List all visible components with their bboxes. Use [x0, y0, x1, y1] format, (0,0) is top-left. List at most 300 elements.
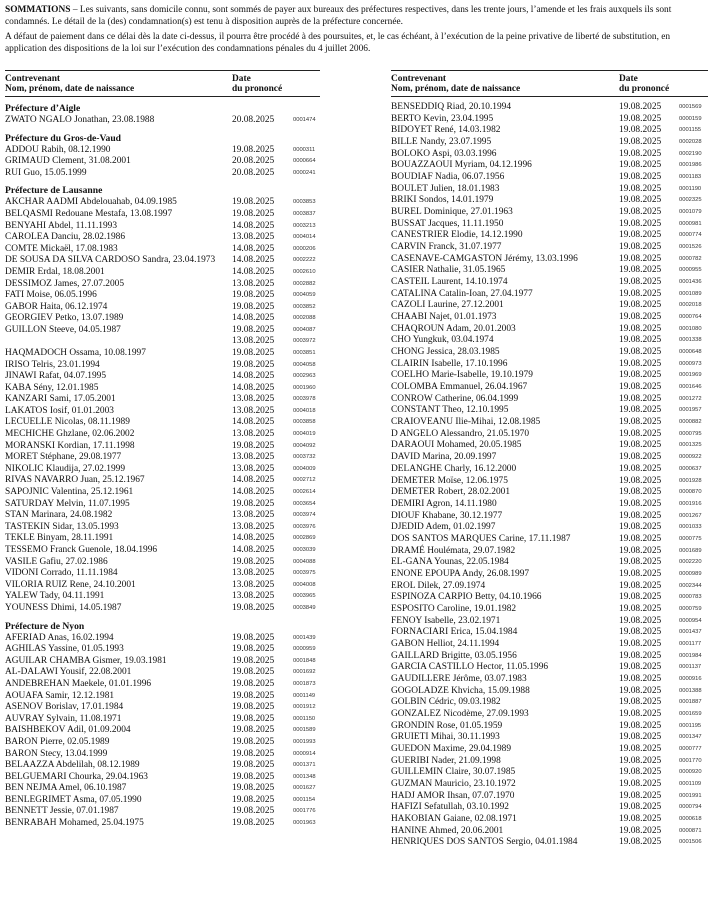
- reference-number: 0003039: [293, 547, 316, 553]
- table-row: [5, 702, 320, 714]
- reference-number: 0001439: [293, 634, 316, 641]
- reference-number: 0003732: [293, 454, 316, 461]
- judgment-date: 19.08.2025: [232, 655, 275, 666]
- reference-number: 0001776: [293, 808, 316, 815]
- judgment-date: 14.08.2025: [232, 545, 275, 555]
- reference-number: 0004018: [293, 407, 316, 414]
- reference-number: 0000922: [679, 454, 702, 461]
- offender-name: CANESTRIER Elodie, 14.12.1990: [391, 230, 523, 241]
- judgment-date: 19.08.2025: [619, 732, 662, 743]
- prefecture-heading: Préfecture de Lausanne: [5, 185, 103, 197]
- reference-number: 0001848: [293, 657, 316, 664]
- offender-name: TESSEMO Franck Guenole, 18.04.1996: [5, 545, 158, 555]
- reference-number: 0000648: [679, 349, 702, 356]
- table-row: [5, 383, 320, 395]
- table-row: [391, 744, 708, 756]
- reference-number: 0000870: [679, 489, 702, 496]
- reference-number: 0000916: [679, 675, 702, 682]
- judgment-date: 19.08.2025: [232, 347, 275, 358]
- offender-name: ESPINOZA CARPIO Betty, 04.10.1966: [391, 592, 542, 603]
- offender-name: NIKOLIC Klaudija, 27.02.1999: [5, 463, 126, 474]
- judgment-date: 19.08.2025: [619, 837, 662, 848]
- header-date-line2: du prononcé: [232, 84, 283, 94]
- offender-name: CAROLEA Danciu, 28.02.1986: [5, 232, 126, 243]
- judgment-date: 19.08.2025: [619, 172, 662, 183]
- offender-name: HAKOBIAN Gaiane, 02.08.1971: [391, 813, 517, 824]
- reference-number: 0001689: [679, 547, 702, 554]
- reference-number: 0001137: [679, 664, 702, 671]
- offender-name: LECUELLE Nicolas, 08.11.1989: [5, 417, 130, 428]
- judgment-date: 19.08.2025: [619, 673, 662, 684]
- reference-number: 0001079: [679, 209, 702, 216]
- offender-name: BARON Stecy, 13.04.1999: [5, 748, 108, 759]
- offender-name: ZWATO NGALO Jonathan, 23.08.1988: [5, 115, 155, 125]
- judgment-date: 19.08.2025: [619, 265, 662, 276]
- offender-name: DEMIR Erdal, 18.08.2001: [5, 266, 105, 277]
- offender-name: BOLOKO Aspi, 03.03.1996: [391, 148, 497, 159]
- table-row: [5, 325, 320, 348]
- table-row: [5, 656, 320, 668]
- judgment-date: 19.08.2025: [619, 218, 662, 229]
- reference-number: 0001338: [679, 337, 702, 344]
- reference-number: 0001089: [679, 290, 702, 297]
- reference-number: 0001388: [679, 687, 702, 694]
- header-date-line1: Date: [619, 74, 638, 84]
- reference-number: 0002712: [293, 477, 316, 484]
- table-row: [391, 837, 708, 849]
- judgment-date: 19.08.2025: [619, 545, 662, 556]
- reference-number: 0001272: [679, 395, 702, 402]
- offender-name: BEN NEJMA Amel, 06.10.1987: [5, 783, 127, 794]
- reference-number: 0000775: [679, 535, 702, 542]
- reference-number: 0001080: [679, 325, 702, 332]
- offender-name: BOULET Julien, 18.01.1983: [391, 183, 500, 194]
- table-row: [391, 242, 708, 254]
- table-row: [391, 604, 708, 616]
- header-offender: [5, 74, 134, 94]
- reference-number: 0000882: [679, 419, 702, 426]
- judgment-date: 19.08.2025: [619, 708, 662, 719]
- judgment-date: 19.08.2025: [619, 113, 662, 124]
- judgment-date: 19.08.2025: [232, 771, 275, 782]
- table-row: [391, 686, 708, 698]
- table-row: [391, 207, 708, 219]
- judgment-date: 19.08.2025: [619, 405, 662, 416]
- judgment-date: 19.08.2025: [619, 242, 662, 253]
- offender-name: COELHO Marie-Isabelle, 19.10.1979: [391, 370, 533, 381]
- judgment-date: 14.08.2025: [232, 255, 275, 266]
- offender-name: BAISHBEKOV Adil, 01.09.2004: [5, 725, 131, 736]
- reference-number: 0001887: [679, 699, 702, 706]
- table-row: [5, 499, 320, 511]
- judgment-date: 19.08.2025: [619, 557, 662, 568]
- table-row: [5, 603, 320, 615]
- reference-number: 0004092: [293, 442, 316, 449]
- offender-name: BERTO Kevin, 23.04.1995: [391, 113, 494, 124]
- table-row: [5, 667, 320, 679]
- judgment-date: 19.08.2025: [232, 301, 275, 312]
- header-offender-line1: Contrevenant: [391, 74, 447, 84]
- offender-name: CATALINA Catalin-Ioan, 27.04.1977: [391, 288, 533, 299]
- reference-number: 0001149: [293, 692, 316, 699]
- table-row: [5, 691, 320, 703]
- judgment-date: 19.08.2025: [619, 452, 662, 463]
- offender-name: DOS SANTOS MARQUES Carine, 17.11.1987: [391, 533, 571, 544]
- offender-name: GOLBIN Cédric, 09.03.1982: [391, 697, 501, 708]
- offender-name: CASTEIL Laurent, 14.10.1974: [391, 277, 508, 288]
- right-table-header: [391, 70, 708, 97]
- judgment-date: 13.08.2025: [232, 394, 275, 405]
- table-row: [391, 219, 708, 231]
- intro-paragraph-1: [5, 4, 707, 28]
- offender-name: MECHICHE Ghzlane, 02.06.2002: [5, 429, 135, 440]
- reference-number: 0002028: [679, 139, 702, 146]
- table-row: [391, 160, 708, 172]
- table-row: [5, 145, 320, 157]
- offender-name: AL-DALAWI Yousif, 22.08.2001: [5, 667, 132, 678]
- reference-number: 0002963: [293, 373, 316, 380]
- table-row: [391, 405, 708, 417]
- reference-number: 0001371: [293, 762, 316, 769]
- judgment-date: 19.08.2025: [232, 644, 275, 655]
- offender-name: ANDEBREHAN Maekele, 01.01.1996: [5, 678, 152, 689]
- offender-name: ASENOV Borislav, 17.01.1984: [5, 702, 124, 713]
- reference-number: 0002882: [293, 280, 316, 287]
- reference-number: 0000664: [293, 158, 316, 165]
- reference-number: 0000764: [679, 314, 702, 321]
- offender-name: AGUILAR CHAMBA Gismer, 19.03.1981: [5, 655, 167, 666]
- table-row: [5, 806, 320, 818]
- offender-name: CONROW Catherine, 06.04.1999: [391, 393, 519, 404]
- offender-name: CARVIN Franck, 31.07.1977: [391, 242, 502, 253]
- header-date: [619, 74, 669, 94]
- judgment-date: 19.08.2025: [619, 615, 662, 626]
- offender-name: GUILLEMIN Claire, 30.07.1985: [391, 767, 516, 778]
- judgment-date: 19.08.2025: [232, 702, 275, 713]
- reference-number: 0001195: [679, 722, 702, 729]
- reference-number: 0003213: [293, 222, 316, 229]
- judgment-date: 19.08.2025: [619, 790, 662, 801]
- reference-number: 0000159: [679, 115, 702, 122]
- table-row: [391, 370, 708, 382]
- offender-name: GUERIBI Nader, 21.09.1998: [391, 755, 501, 766]
- table-row: [391, 277, 708, 289]
- offender-name: BELAAZZA Abdelilah, 08.12.1989: [5, 760, 140, 771]
- reference-number: 0001993: [293, 738, 316, 745]
- reference-number: 0001969: [679, 372, 702, 379]
- table-row: [5, 783, 320, 795]
- offender-name: HAQMADOCH Ossama, 10.08.1997: [5, 347, 146, 358]
- offender-name: CLAIRIN Isabelle, 17.10.1996: [391, 358, 508, 369]
- offender-name: GEORGIEV Petko, 13.07.1989: [5, 313, 124, 324]
- prefecture-heading: Préfecture d’Aigle: [5, 103, 81, 114]
- judgment-date: 19.08.2025: [619, 627, 662, 638]
- reference-number: 0003837: [293, 210, 316, 217]
- reference-number: 0004058: [293, 361, 316, 368]
- prefecture-heading: Préfecture de Nyon: [5, 620, 85, 632]
- judgment-date: 20.08.2025: [232, 167, 275, 178]
- reference-number: 0000311: [293, 146, 316, 153]
- judgment-date: 19.08.2025: [619, 685, 662, 696]
- table-row: [391, 767, 708, 779]
- table-row: [5, 545, 320, 557]
- reference-number: 0001150: [293, 715, 316, 722]
- judgment-date: 19.08.2025: [232, 713, 275, 724]
- reference-number: 0003858: [293, 419, 316, 426]
- judgment-date: 19.08.2025: [232, 725, 275, 736]
- table-row: [5, 221, 320, 233]
- reference-number: 0004087: [293, 326, 316, 333]
- header-offender: [391, 74, 520, 94]
- judgment-date: 19.08.2025: [619, 475, 662, 486]
- table-row: [5, 725, 320, 737]
- judgment-date: 19.08.2025: [232, 556, 275, 567]
- judgment-date: 19.08.2025: [619, 137, 662, 148]
- judgment-date: 20.08.2025: [232, 115, 275, 125]
- offender-name: ADDOU Rabih, 08.12.1990: [5, 144, 111, 155]
- reference-number: 0000954: [679, 617, 702, 624]
- table-row: [391, 721, 708, 733]
- table-row: [391, 347, 708, 359]
- judgment-date: 19.08.2025: [619, 510, 662, 521]
- judgment-date: 19.08.2025: [619, 662, 662, 673]
- reference-number: 0000973: [679, 360, 702, 367]
- judgment-date: 14.08.2025: [232, 487, 275, 498]
- table-row: [5, 737, 320, 749]
- table-row: [391, 125, 708, 137]
- reference-number: 0001646: [679, 384, 702, 391]
- table-row: [5, 591, 320, 603]
- table-row: [391, 265, 708, 277]
- offender-name: GAUDILLERE Jérôme, 03.07.1983: [391, 673, 527, 684]
- right-column: [391, 70, 708, 849]
- reference-number: 0001347: [679, 734, 702, 741]
- offender-name: IRISO Telris, 23.01.1994: [5, 359, 100, 370]
- reference-number: 0000777: [679, 745, 702, 752]
- table-row: [5, 360, 320, 372]
- header-offender-line2: Nom, prénom, date de naissance: [5, 84, 135, 94]
- table-row: [5, 197, 320, 209]
- judgment-date: 19.08.2025: [619, 300, 662, 311]
- offender-name: AKCHAR AADMI Abdelouahab, 04.09.1985: [5, 197, 177, 208]
- offender-name: D ANGELO Alessandro, 21.05.1970: [391, 428, 530, 439]
- offender-name: CHONG Jessica, 28.03.1985: [391, 347, 500, 358]
- judgment-date: 19.08.2025: [619, 802, 662, 813]
- judgment-date: 13.08.2025: [232, 591, 275, 602]
- table-row: [391, 627, 708, 639]
- reference-number: 0003851: [293, 349, 316, 356]
- offender-name: BUSSAT Jacques, 11.11.1950: [391, 218, 504, 229]
- offender-name: DRAMÉ Houlémata, 29.07.1982: [391, 545, 516, 556]
- reference-number: 0000759: [679, 605, 702, 612]
- judgment-date: 19.08.2025: [232, 440, 275, 451]
- reference-number: 0001916: [679, 500, 702, 507]
- judgment-date: 19.08.2025: [619, 533, 662, 544]
- reference-number: 0000959: [293, 646, 316, 653]
- judgment-date: 19.08.2025: [619, 580, 662, 591]
- table-row: [391, 569, 708, 581]
- offender-name: BIDOYET René, 14.03.1982: [391, 125, 501, 136]
- reference-number: 0002325: [679, 197, 702, 204]
- reference-number: 0001474: [293, 117, 316, 123]
- table-row: [391, 359, 708, 371]
- judgment-date: 14.08.2025: [232, 475, 275, 486]
- table-row: [391, 779, 708, 791]
- judgment-date: 19.08.2025: [232, 760, 275, 771]
- judgment-date: 13.08.2025: [232, 510, 275, 521]
- reference-number: 0002614: [293, 489, 316, 496]
- reference-number: 0001033: [679, 524, 702, 531]
- intro-title: SOMMATIONS: [5, 5, 71, 15]
- header-offender-line2: Nom, prénom, date de naissance: [391, 84, 521, 94]
- judgment-date: 19.08.2025: [619, 428, 662, 439]
- judgment-date: 14.08.2025: [232, 313, 275, 324]
- offender-name: ENONE EPOUPA Andy, 26.08.1997: [391, 568, 530, 579]
- offender-name: KANZARI Sami, 17.05.2001: [5, 394, 116, 405]
- judgment-date: 19.08.2025: [232, 197, 275, 208]
- judgment-date: 13.08.2025: [232, 579, 275, 590]
- table-row: [391, 732, 708, 744]
- reference-number: 0001627: [293, 785, 316, 792]
- reference-number: 0001692: [293, 669, 316, 676]
- reference-number: 0000241: [293, 169, 316, 176]
- judgment-date: 19.08.2025: [232, 498, 275, 509]
- reference-number: 0004059: [293, 292, 316, 299]
- judgment-date: 19.08.2025: [619, 697, 662, 708]
- table-row: [391, 417, 708, 429]
- table-row: [391, 254, 708, 266]
- table-row: [5, 429, 320, 441]
- table-row: [391, 382, 708, 394]
- reference-number: 0002610: [293, 268, 316, 275]
- reference-number: 0003852: [293, 303, 316, 310]
- offender-name: BELQASMI Redouane Mestafa, 13.08.1997: [5, 208, 173, 219]
- offender-name: VIDONI Corrado, 11.11.1984: [5, 568, 118, 579]
- offender-name: BOUDIAF Nadia, 06.07.1956: [391, 172, 505, 183]
- offender-name: AOUAFA Samir, 12.12.1981: [5, 690, 115, 701]
- offender-name: FATI Moise, 06.05.1996: [5, 290, 97, 301]
- table-row: [391, 429, 708, 441]
- table-row: [391, 651, 708, 663]
- offender-name: GABON Helliot, 24.11.1994: [391, 638, 500, 649]
- offender-name: YALEW Tady, 04.11.1991: [5, 591, 105, 602]
- judgment-date: 19.08.2025: [619, 638, 662, 649]
- offender-name: TEKLE Binyam, 28.11.1991: [5, 533, 114, 544]
- table-row: [5, 279, 320, 291]
- table-row: [391, 709, 708, 721]
- offender-name: RIVAS NAVARRO Juan, 25.12.1967: [5, 475, 145, 486]
- table-row: [5, 557, 320, 569]
- judgment-date: 19.08.2025: [619, 148, 662, 159]
- offender-name: HENRIQUES DOS SANTOS Sergio, 04.01.1984: [391, 837, 578, 848]
- offender-name: COLOMBA Emmanuel, 26.04.1967: [391, 382, 528, 393]
- judgment-date: 19.08.2025: [619, 498, 662, 509]
- offender-name: GRUIETI Mihai, 30.11.1993: [391, 732, 500, 743]
- judgment-date: 19.08.2025: [619, 102, 662, 112]
- judgment-date: 19.08.2025: [619, 568, 662, 579]
- offender-name: AUVRAY Sylvain, 11.08.1971: [5, 713, 122, 724]
- table-row: [5, 232, 320, 244]
- table-row: [5, 313, 320, 325]
- table-row: [5, 417, 320, 429]
- reference-number: 0001109: [679, 780, 702, 787]
- left-table-header: [5, 70, 320, 97]
- judgment-date: 13.08.2025: [232, 452, 275, 463]
- table-row: [5, 441, 320, 453]
- offender-name: AFERIAD Anas, 16.02.1994: [5, 632, 114, 643]
- table-row: [5, 302, 320, 314]
- reference-number: 0000955: [679, 267, 702, 274]
- judgment-date: 19.08.2025: [232, 602, 275, 613]
- offender-name: SATURDAY Melvin, 11.07.1995: [5, 498, 130, 509]
- offender-name: BENNETT Jessie, 07.01.1987: [5, 806, 119, 817]
- reference-number: 0000782: [679, 255, 702, 262]
- table-row: [5, 772, 320, 784]
- offender-name: BENLEGRIMET Asma, 07.05.1990: [5, 794, 142, 805]
- intro-text-1: – Les suivants, sans domicile connu, sont sommés de payer aux bureaux des préfectures respectives, dans les trente jours, l’amende et les frais auxquels ils sont condamnés. Le détail de la (des) condamnation(s) est tenu à disposition auprès de la préfecture concernée.: [5, 5, 672, 27]
- judgment-date: 19.08.2025: [232, 794, 275, 805]
- reference-number: 0001526: [679, 244, 702, 251]
- offender-name: GUILLON Steeve, 04.05.1987: [5, 324, 121, 335]
- reference-number: 0003976: [293, 523, 316, 530]
- reference-number: 0001190: [679, 185, 702, 192]
- table-row: [391, 499, 708, 511]
- header-date: [232, 74, 282, 94]
- table-row: [391, 476, 708, 488]
- offender-name: ESPOSITO Caroline, 19.01.1982: [391, 603, 517, 614]
- table-row: [391, 149, 708, 161]
- reference-number: 0002344: [679, 582, 702, 589]
- offender-name: CASENAVE-CAMGASTON Jérémy, 13.03.1996: [391, 253, 578, 264]
- table-row: [5, 749, 320, 761]
- table-row: [5, 115, 320, 127]
- offender-name: HADJ AMOR Ihsan, 07.07.1970: [391, 790, 515, 801]
- offender-name: TASTEKIN Sidar, 13.05.1993: [5, 521, 119, 532]
- reference-number: 0003965: [293, 593, 316, 600]
- table-row: [5, 209, 320, 221]
- judgment-date: 14.08.2025: [232, 220, 275, 231]
- offender-name: GUZMAN Mauricio, 23.10.1972: [391, 778, 516, 789]
- reference-number: 0001991: [679, 792, 702, 799]
- reference-number: 0002869: [293, 535, 316, 542]
- table-row: [391, 440, 708, 452]
- offender-name: CONSTANT Theo, 12.10.1995: [391, 405, 509, 416]
- table-row: [391, 557, 708, 569]
- offender-name: FORNACIARI Erica, 15.04.1984: [391, 627, 518, 638]
- offender-name: LAKATOS Iosif, 01.01.2003: [5, 405, 114, 416]
- table-row: [5, 371, 320, 383]
- table-row: [5, 760, 320, 772]
- judgment-date: 13.08.2025: [232, 405, 275, 416]
- reference-number: 0004009: [293, 465, 316, 472]
- offender-name: HANINE Ahmed, 20.06.2001: [391, 825, 504, 836]
- table-row: [391, 184, 708, 196]
- reference-number: 0000871: [679, 827, 702, 834]
- reference-number: 0002018: [679, 302, 702, 309]
- reference-number: 0001177: [679, 640, 702, 647]
- offender-name: SAPOJNIC Valentina, 25.12.1961: [5, 487, 134, 498]
- judgment-date: 19.08.2025: [232, 632, 275, 643]
- reference-number: 0002088: [293, 315, 316, 322]
- reference-number: 0001325: [679, 442, 702, 449]
- table-row: [391, 487, 708, 499]
- judgment-date: 13.08.2025: [232, 232, 275, 243]
- offender-name: AGHILAS Yassine, 01.05.1993: [5, 644, 124, 655]
- offender-name: VASILE Gafiu, 27.02.1986: [5, 556, 108, 567]
- reference-number: 0001770: [679, 757, 702, 764]
- reference-number: 0001436: [679, 279, 702, 286]
- table-row: [391, 674, 708, 686]
